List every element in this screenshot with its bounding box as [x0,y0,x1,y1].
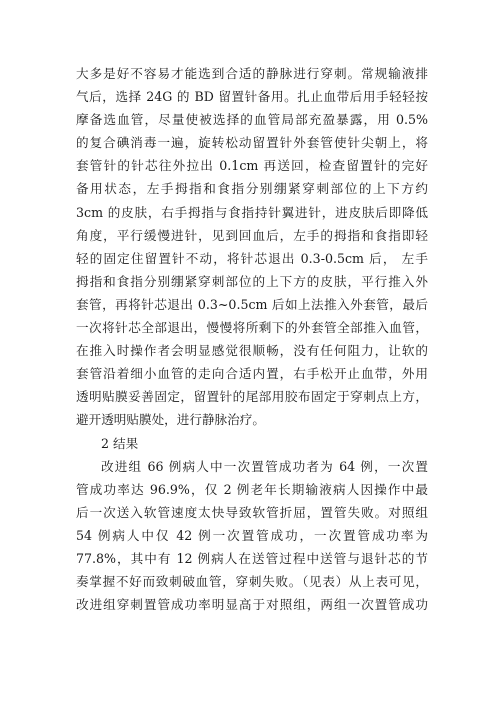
text-line: 角度，平行缓慢进针，见到回血后，左手的拇指和食指即轻 [76,227,428,243]
text-line: 备用状态，左手拇指和食指分别绷紧穿刺部位的上下方约 [76,181,428,197]
text-line: 3cm 的皮肤，右手拇指与食指持针翼进针，进皮肤后即降低 [76,204,428,220]
method-paragraph [76,62,428,432]
text-line: 透明贴膜妥善固定，留置针的尾部用胶布固定于穿刺点上方， [76,389,428,405]
text-line: 气后，选择 24G 的 BD 留置针备用。扎止血带后用手轻轻按 [76,89,428,105]
text-line: 一次将针芯全部退出，慢慢将所剩下的外套管全部推入血管， [76,320,428,336]
text-line: 大多是好不容易才能选到合适的静脉进行穿刺。常规输液排 [76,66,428,81]
text-line: 后一次送入软管速度太快导致软管折屈，置管失败。对照组 [76,504,428,520]
text-line: 拇指和食指分别绷紧穿刺部位的上下方的皮肤，平行推入外 [76,273,428,289]
text-line: 轻的固定住留置针不动，将针芯退出 0.3-0.5cm 后， 左手 [76,250,428,266]
text-line: 套管沿着细小血管的走向合适内置，右手松开止血带，外用 [76,366,428,382]
text-line: 套管，再将针芯退出 0.3~0.5cm 后如上法推入外套管，最后 [76,296,428,312]
text-line: 奏掌握不好而致刺破血管，穿刺失败。（见表）从上表可见， [76,574,428,590]
section-heading: 2 结果 [101,435,139,451]
text-line: 54 例病人中仅 42 例一次置管成功，一次置管成功率为 [76,527,428,543]
text-line: 改进组穿刺置管成功率明显高于对照组，两组一次置管成功 [76,597,428,613]
text-line: 管成功率达 96.9%，仅 2 例老年长期输液病人因操作中最 [76,481,428,497]
text-line: 摩备选血管，尽量使被选择的血管局部充盈暴露，用 0.5% [76,112,428,128]
text-line: 避开透明贴膜处，进行静脉治疗。 [76,412,265,428]
text-line: 在推入时操作者会明显感觉很顺畅，没有任何阻力，让软的 [76,343,428,359]
text-line: 改进组 66 例病人中一次置管成功者为 64 例，一次置 [101,458,428,474]
text-line: 套管针的针芯往外拉出 0.1cm 再送回，检查留置针的完好 [76,158,428,174]
results-paragraph [76,455,428,617]
document-page [76,62,428,616]
text-line: 77.8%，其中有 12 例病人在送管过程中送管与退针芯的节 [76,550,428,566]
text-line: 的复合碘消毒一遍，旋转松动留置针外套管使针尖朝上，将 [76,135,428,151]
